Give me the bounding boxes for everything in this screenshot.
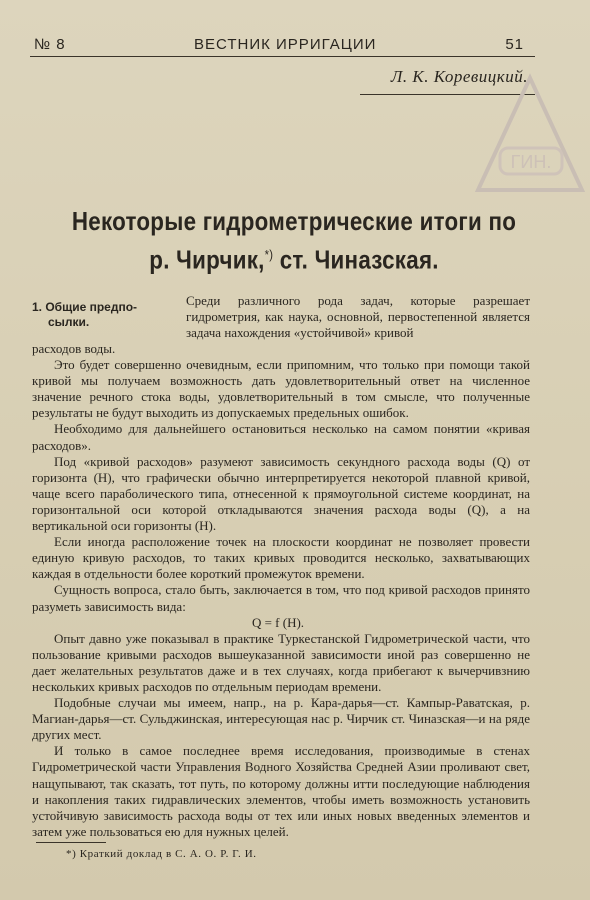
intro-paragraph — [186, 293, 530, 341]
title-line-1: Некоторые гидрометрические итоги по — [71, 206, 517, 236]
paragraph-5: Если иногда расположение точек на плоскости координат не позволяет провести единую кривую расходов, то таких кривых проводится несколько, захватывающих каждая в отдельности более короткий промежуток времени. — [32, 534, 530, 582]
section-heading-line-1: 1. Общие предпо- — [32, 300, 138, 314]
page-number: 51 — [505, 36, 524, 53]
title-river: р. Чирчик, — [149, 244, 265, 275]
paragraph-3: Необходимо для дальнейшего остановиться несколько на самом понятии «кривая расходов». — [32, 421, 530, 453]
header-rule — [30, 56, 535, 57]
paragraph-9: И только в самое последнее время исследования, производимые в стенах Гидрометрической части Управления Водного Хозяйства Средней Азии проливают свет, нащупывают, так сказать, тот путь, по которому должны итти последующие наблюдения и накопления таких гидравлических элементов, чтобы иметь возможность установить устойчивую зависимость расхода воды от тех или иных новых введенных элементов и затем уже пользоваться ею для нужных целей. — [32, 743, 530, 839]
footnote-rule — [36, 842, 106, 843]
formula: Q = f (H). — [251, 614, 305, 630]
footnote: *) Краткий доклад в С. А. О. Р. Г. И. — [66, 848, 257, 860]
paragraph-4: Под «кривой расходов» разумеют зависимость секундного расхода воды (Q) от горизонта (H), что графически обычно интерпретируется некоторой плавной кривой, чаще всего параболического типа, отнесенной к прямоугольной системе координат, на горизонтальной оси которой откладываются значения расхода воды (Q), а на вертикальной оси горизонты (H). — [32, 453, 530, 534]
section-heading-line-2: сылки. — [48, 315, 90, 329]
intro-text: Среди различного рода задач, которые разрешает гидрометрия, как наука, основной, первостепенной является задача нахождения «устойчивой» кривой — [186, 293, 530, 341]
paragraph-6: Сущность вопроса, стало быть, заключается в том, что под кривой расходов принято разуметь зависимость вида: — [32, 582, 530, 614]
article-title — [62, 205, 526, 277]
title-footnote-mark: *) — [264, 247, 274, 262]
paragraph-8: Подобные случаи мы имеем, напр., на р. Кара-дарья—ст. Кампыр-Раватская, р. Магиан-дарья—ст. Сульджинская, интересующая нас р. Чирчик ст. Чиназская—и на ряде других мест. — [32, 695, 530, 743]
library-stamp-icon — [470, 70, 590, 200]
article-body — [32, 341, 530, 840]
section-heading — [32, 300, 182, 330]
intro-continuation: расходов воды. — [32, 341, 116, 356]
title-line-2 — [62, 238, 526, 277]
page-header — [34, 34, 524, 56]
paragraph-7: Опыт давно уже показывал в практике Туркестанской Гидрометрической части, что пользование кривыми расходов вышеуказанной зависимости иной раз совершенно не дает желательных результатов даже и в тех случаях, когда прибегают к вычерчивзнию нескольких кривых расходов по отдельным периодам времени. — [32, 630, 530, 694]
author-name: Л. К. Коревицкий. — [390, 67, 528, 86]
paragraph-2: Это будет совершенно очевидным, если припомним, что только при помощи такой кривой мы получаем возможность дать удовлетворительный ответ на численное значение речного стока воды, удовлетворительный в том смысле, что полученные результаты не будут выходить из допускаемых предельных ошибок. — [32, 357, 530, 421]
stamp-text: ГИН. — [510, 152, 552, 172]
journal-title: ВЕСТНИК ИРРИГАЦИИ — [194, 36, 377, 53]
title-station: ст. Чиназская. — [273, 244, 439, 275]
issue-number: № 8 — [34, 36, 66, 53]
